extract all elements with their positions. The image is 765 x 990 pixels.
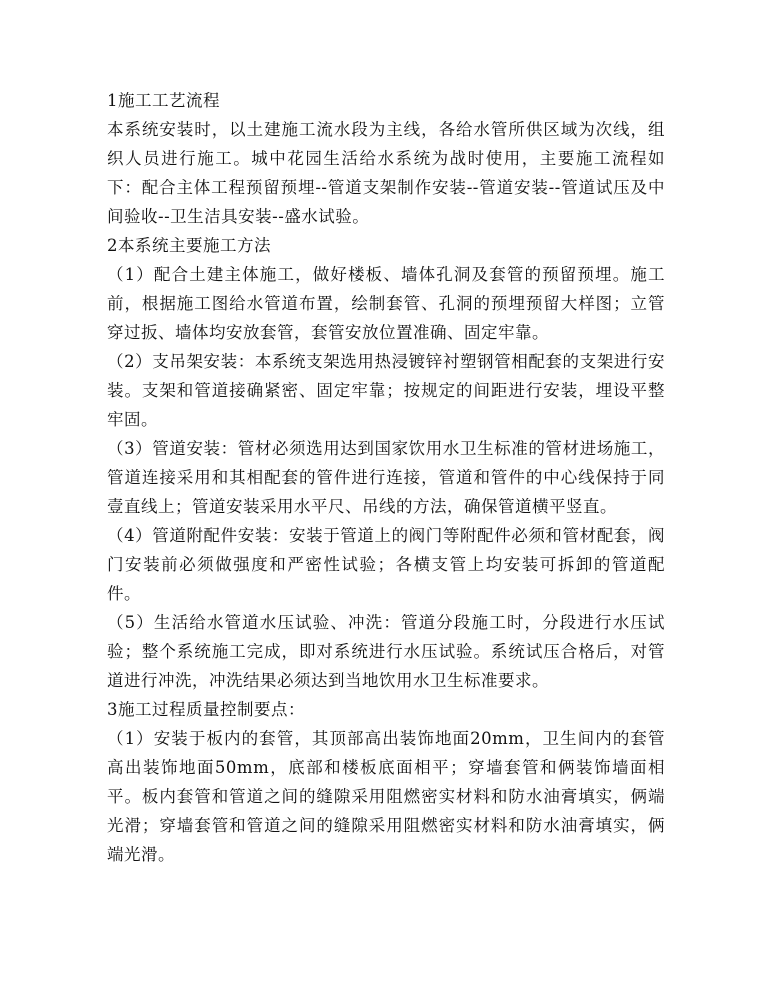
section-3-item-1: （1）安装于板内的套管，其顶部高出装饰地面20mm，卫生间内的套管高出装饰地面50mm，底部和楼板底面相平；穿墙套管和俩装饰墙面相平。板内套管和管道之间的缝隙采用阻燃密实材料和防水油膏填实，俩端光滑；穿墙套管和管道之间的缝隙采用阻燃密实材料和防水油膏填实，俩端光滑。 — [107, 729, 665, 864]
section-2-item-1: （1）配合土建主体施工，做好楼板、墙体孔洞及套管的预留预埋。施工前，根据施工图给水管道布置，绘制套管、孔洞的预埋预留大样图；立管穿过扳、墙体均安放套管，套管安放位置准确、固定牢靠。 — [107, 265, 665, 342]
section-3-heading: 3施工过程质量控制要点： — [107, 700, 305, 719]
section-2-item-3: （3）管道安装：管材必须选用达到国家饮用水卫生标准的管材进场施工，管道连接采用和其相配套的管件进行连接，管道和管件的中心线保持于同壹直线上；管道安装采用水平尺、吊线的方法，确保管道横平竖直。 — [107, 439, 665, 516]
section-1-body: 本系统安装时，以土建施工流水段为主线，各给水管所供区域为次线，组织人员进行施工。城中花园生活给水系统为战时使用，主要施工流程如下：配合主体工程预留预埋--管道支架制作安装--管道安装--管道试压及中间验收--卫生洁具安装--盛水试验。 — [107, 120, 665, 226]
section-1-heading: 1施工工艺流程 — [107, 91, 220, 110]
section-2-item-4: （4）管道附配件安装：安装于管道上的阀门等附配件必须和管材配套，阀门安装前必须做强度和严密性试验；各横支管上均安装可拆卸的管道配件。 — [107, 526, 665, 603]
section-2-item-5: （5）生活给水管道水压试验、冲洗：管道分段施工时，分段进行水压试验；整个系统施工完成，即对系统进行水压试验。系统试压合格后，对管道进行冲洗，冲洗结果必须达到当地饮用水卫生标准要求。 — [107, 613, 665, 690]
section-2-heading: 2本系统主要施工方法 — [107, 236, 271, 255]
document-page — [107, 86, 665, 869]
section-2-item-2: （2）支吊架安装：本系统支架选用热浸镀锌衬塑钢管相配套的支架进行安装。支架和管道接确紧密、固定牢靠；按规定的间距进行安装，埋设平整牢固。 — [107, 352, 665, 429]
